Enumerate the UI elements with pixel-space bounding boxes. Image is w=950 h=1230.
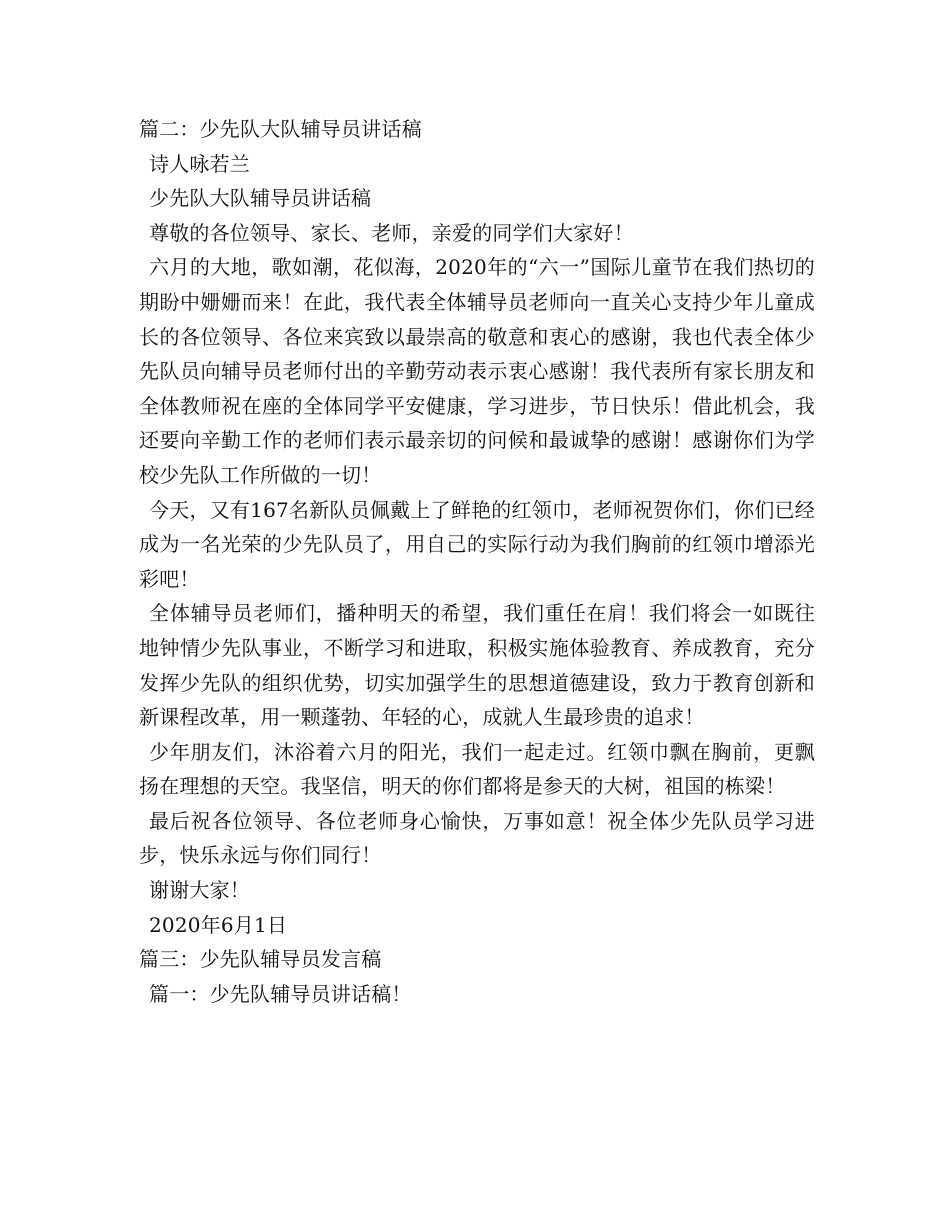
document-body [139,112,815,1011]
paragraph-young-friends: 少年朋友们，沐浴着六月的阳光，我们一起走过。红领巾飘在胸前，更飘扬在理想的天空。我坚信，明天的你们都将是参天的大树，祖国的栋梁！ [139,739,815,799]
section-heading-3: 篇三：少先队辅导员发言稿 [139,947,382,972]
paragraph-june: 六月的大地，歌如潮，花似海，2020年的“六一”国际儿童节在我们热切的期盼中姗姗而来！在此，我代表全体辅导员老师向一直关心支持少年儿童成长的各位领导、各位来宾致以最崇高的敬意和衷心的感谢，我也代表全体少先队员向辅导员老师付出的辛勤劳动表示衷心感谢！我代表所有家长朋友和全体教师祝在座的全体同学平安健康，学习进步，节日快乐！借此机会，我还要向辛勤工作的老师们表示最亲切的问候和最诚挚的感谢！感谢你们为学校少先队工作所做的一切！ [139,255,815,487]
thanks-line: 谢谢大家！ [149,878,250,903]
greeting-paragraph: 尊敬的各位领导、家长、老师，亲爱的同学们大家好！ [149,220,634,245]
author-line: 诗人咏若兰 [149,151,250,176]
date-line: 2020年6月1日 [149,912,288,937]
paragraph-new-members: 今天，又有167名新队员佩戴上了鲜艳的红领巾，老师祝贺你们，你们已经成为一名光荣的少先队员了，用自己的实际行动为我们胸前的红领巾增添光彩吧！ [139,497,815,591]
subsection-heading-1: 篇一：少先队辅导员讲话稿！ [149,981,412,1006]
paragraph-closing-wishes: 最后祝各位领导、各位老师身心愉快，万事如意！祝全体少先队员学习进步，快乐永远与你们同行！ [139,808,815,868]
paragraph-counselors: 全体辅导员老师们，播种明天的希望，我们重任在肩！我们将会一如既往地钟情少先队事业，不断学习和进取，积极实施体验教育、养成教育，充分发挥少先队的组织优势，切实加强学生的思想道德建设，致力于教育创新和新课程改革，用一颗蓬勃、年轻的心，成就人生最珍贵的追求！ [139,601,815,730]
section-heading-2: 篇二：少先队大队辅导员讲话稿 [139,117,422,141]
speech-title: 少先队大队辅导员讲话稿 [149,186,372,211]
